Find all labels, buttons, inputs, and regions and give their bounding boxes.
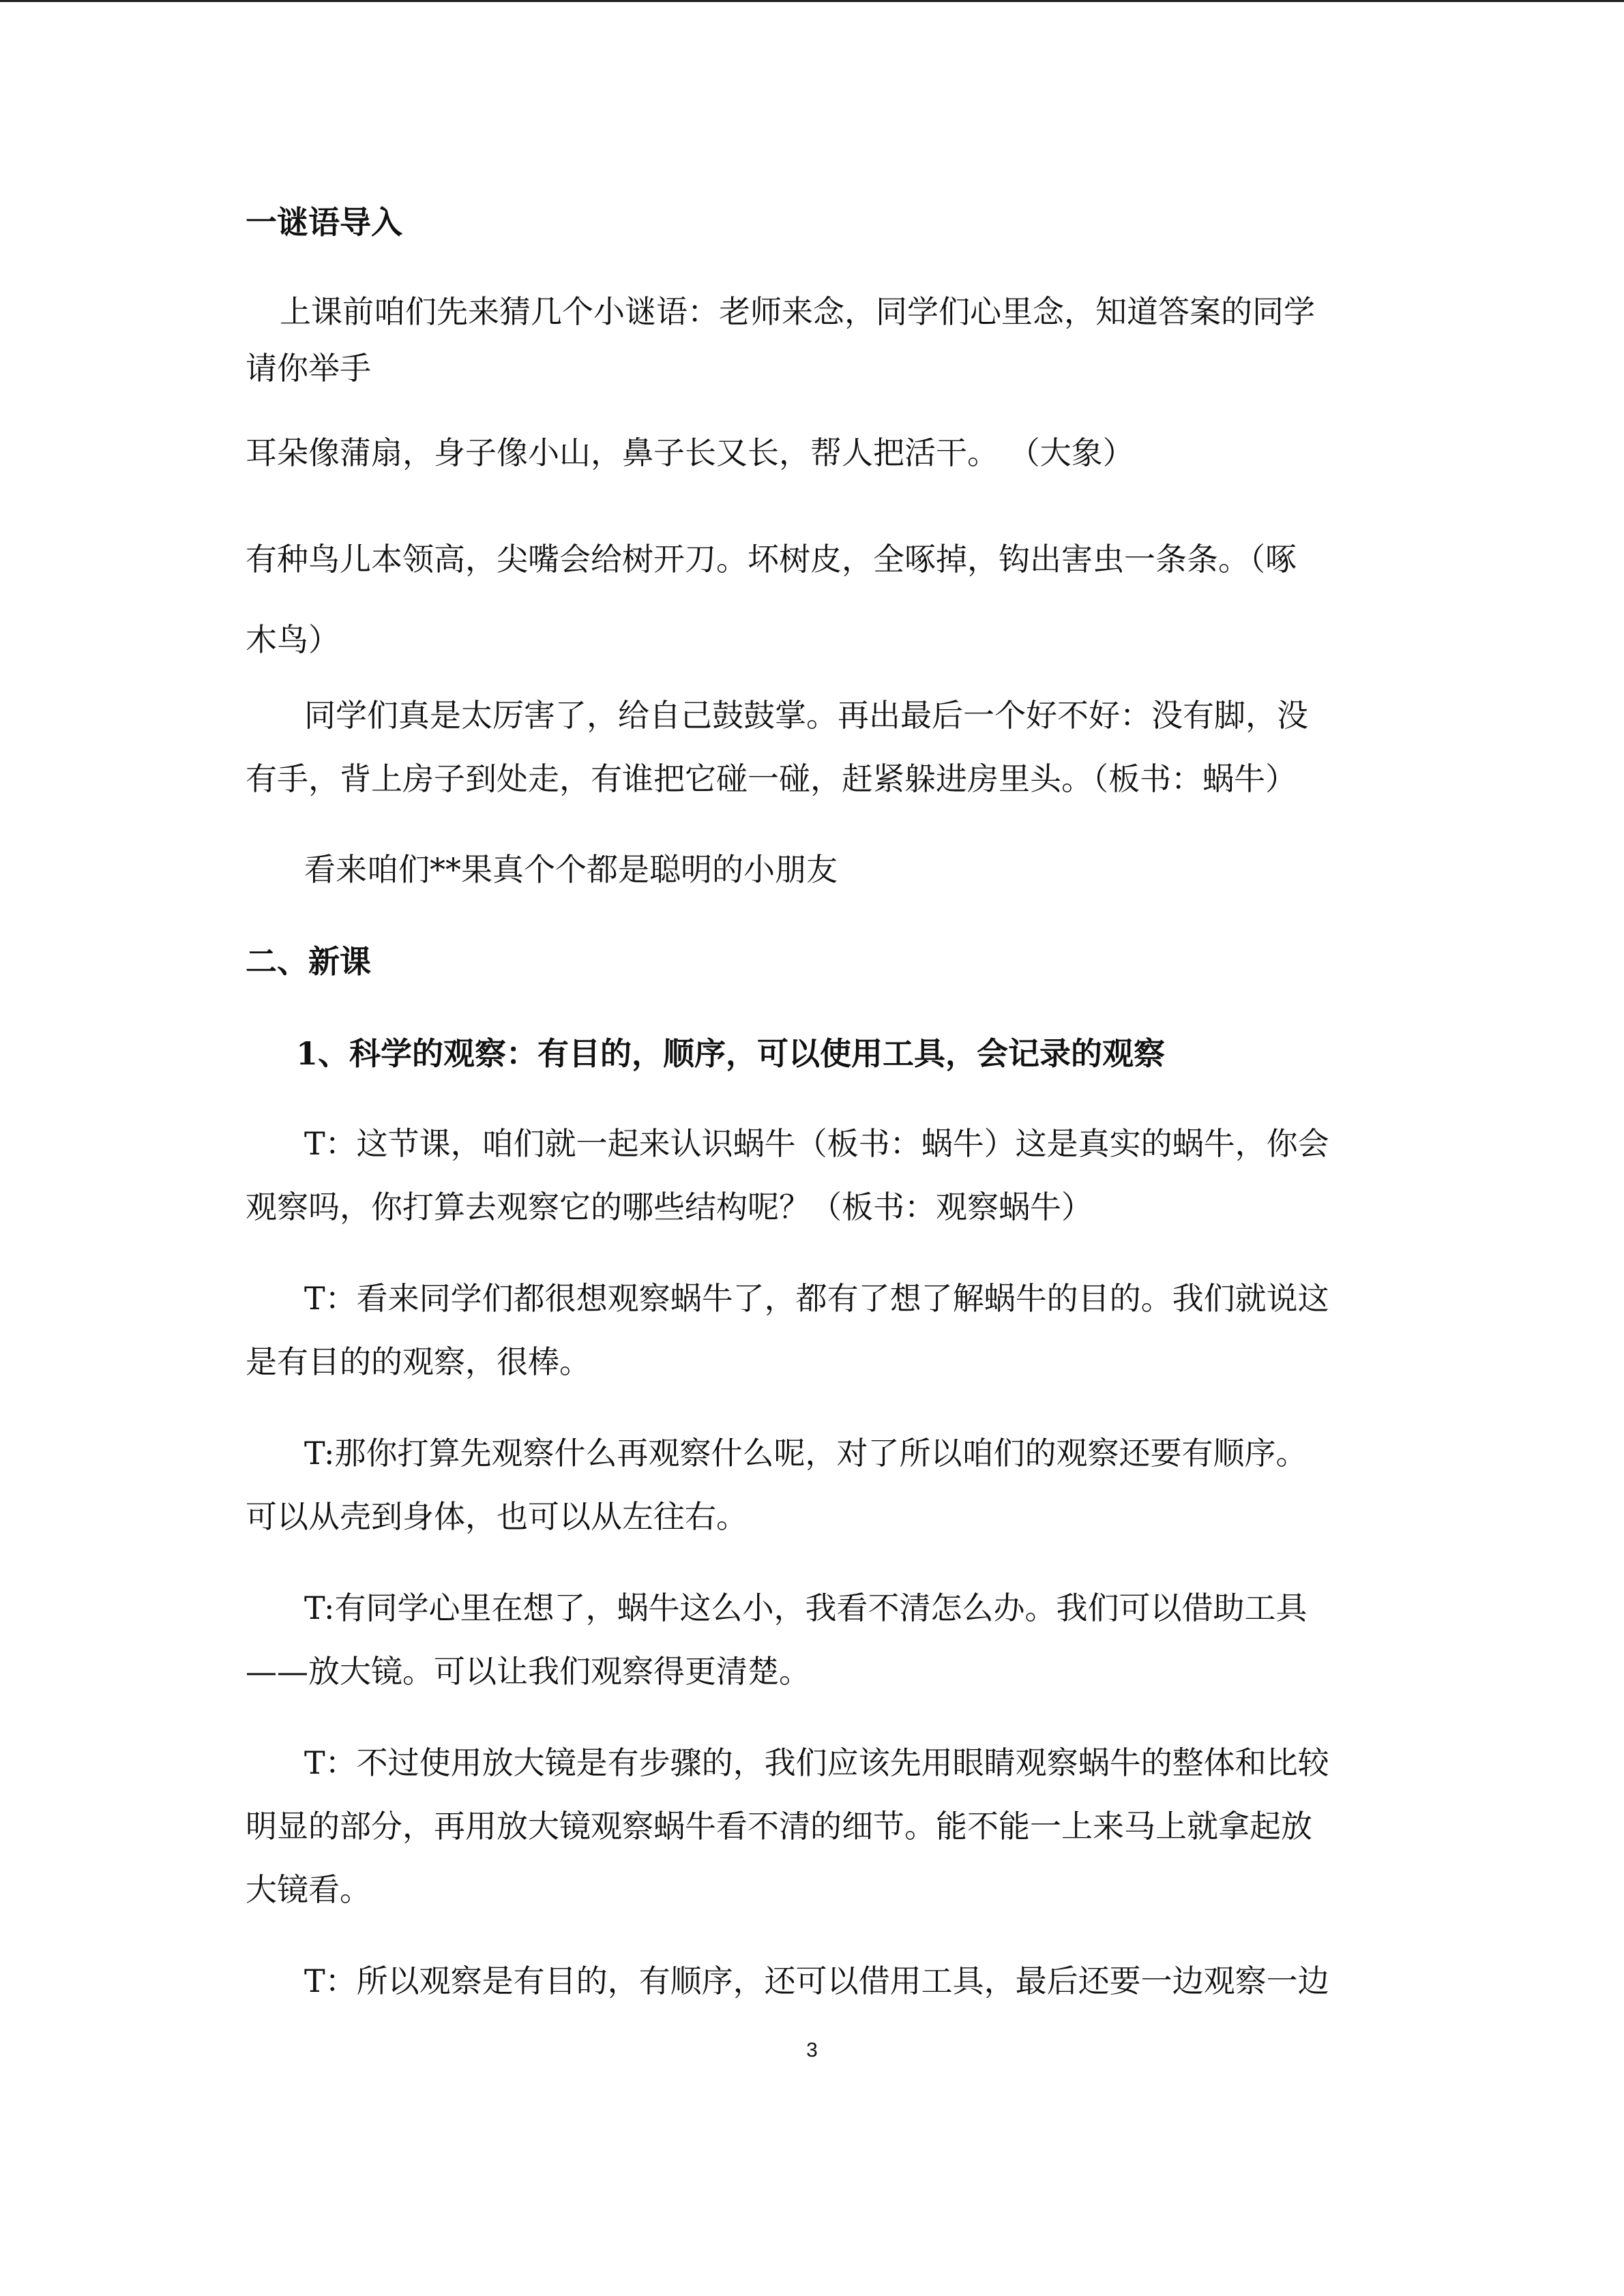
riddle-elephant: 耳朵像蒲扇，身子像小山，鼻子长又长，帮人把活干。 （大象） (246, 434, 1134, 471)
page-number: 3 (806, 2039, 818, 2061)
para2-line-1: T：看来同学们都很想观察蜗牛了，都有了想了解蜗牛的目的。我们就说这 (304, 1280, 1329, 1317)
praise-line: 看来咱们**果真个个都是聪明的小朋友 (304, 851, 838, 888)
intro-line-1: 上课前咱们先来猜几个小谜语：老师来念，同学们心里念，知道答案的同学 (280, 293, 1315, 330)
riddle-snail-line-2: 有手，背上房子到处走，有谁把它碰一碰，赶紧躲进房里头。（板书：蜗牛） (246, 760, 1297, 797)
para1-line-1: T：这节课，咱们就一起来认识蜗牛（板书：蜗牛）这是真实的蜗牛，你会 (304, 1125, 1329, 1162)
para1-line-2: 观察吗，你打算去观察它的哪些结构呢？（板书：观察蜗牛） (246, 1189, 1093, 1225)
para3-line-1: T:那你打算先观察什么再观察什么呢，对了所以咱们的观察还要有顺序。 (304, 1435, 1308, 1472)
para3-line-2: 可以从壳到身体，也可以从左往右。 (246, 1498, 748, 1535)
para4-line-1: T:有同学心里在想了，蜗牛这么小，我看不清怎么办。我们可以借助工具 (304, 1590, 1308, 1626)
para4-line-2: ——放大镜。可以让我们观察得更清楚。 (246, 1653, 810, 1690)
para5-line-3: 大镜看。 (246, 1871, 371, 1908)
riddle-woodpecker-line-2: 木鸟） (246, 621, 340, 658)
para5-line-2: 明显的部分，再用放大镜观察蜗牛看不清的细节。能不能一上来马上就拿起放 (246, 1808, 1312, 1845)
page-top-border (0, 0, 1624, 2)
section-heading-riddles: 一谜语导入 (246, 204, 402, 241)
para5-line-1: T：不过使用放大镜是有步骤的，我们应该先用眼睛观察蜗牛的整体和比较 (304, 1744, 1329, 1781)
para2-line-2: 是有目的的观察，很棒。 (246, 1343, 591, 1380)
section-heading-new-lesson: 二、新课 (246, 943, 371, 980)
intro-line-2: 请你举手 (246, 350, 371, 387)
riddle-woodpecker-line-1: 有种鸟儿本领高，尖嘴会给树开刀。坏树皮，全啄掉，钩出害虫一条条。（啄 (246, 541, 1297, 578)
riddle-snail-line-1: 同学们真是太厉害了，给自己鼓鼓掌。再出最后一个好不好：没有脚，没 (304, 697, 1308, 734)
subheading-scientific-observation: 1、科学的观察：有目的，顺序，可以使用工具，会记录的观察 (296, 1035, 1166, 1072)
para6-line-1: T：所以观察是有目的，有顺序，还可以借用工具，最后还要一边观察一边 (304, 1963, 1329, 1999)
